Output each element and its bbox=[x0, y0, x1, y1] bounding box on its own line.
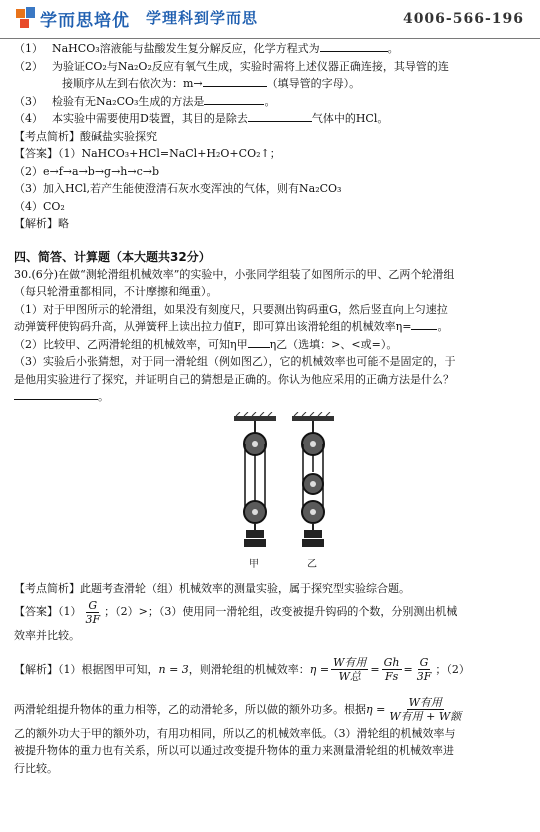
kaodian-label: 【考点简析】此题考查滑轮（组）机械效率的测量实验，属于探究型实验综合题。 bbox=[14, 581, 410, 595]
question-text: （1）对于甲图所示的轮滑组，如果没有刻度尺，只要测出钩码重G，然后竖直向上匀速拉 bbox=[14, 302, 448, 316]
question-text: NaHCO₃溶液能与盐酸发生复分解反应，化学方程式为 。 bbox=[52, 42, 399, 55]
analysis-line: 行比较。 bbox=[14, 761, 58, 775]
answer-line: 【答案】（1） $\frac{G}{3F}$ ；（2）>；（3）使用同一滑轮组，改变被提升钩码的个数，分别测出机械 bbox=[14, 598, 458, 626]
section-title: 四、简答、计算题（本大题共32分） bbox=[14, 249, 211, 264]
analysis-line: 【解析】（1）根据图甲可知，n = 3，则滑轮组的机械效率：η = $\frac{\text{W有用}}{\text{W总}}$ = $\frac{Gh}{Fs}$ = $\frac{G}{3F}$ ；（2） bbox=[14, 656, 470, 683]
analysis-line: 【解析】略 bbox=[14, 217, 69, 230]
answer-line: （2）e→f→a→b→g→h→c→b bbox=[14, 164, 160, 178]
question-text: （3）实验后小张猜想，对于同一滑轮组（例如图乙），它的机械效率也可能不是固定的，于 bbox=[14, 355, 456, 368]
efficiency-fraction: $\frac{G}{3F}$ bbox=[416, 656, 432, 683]
efficiency-fraction: $\frac{\text{W有用}}{\text{W有用 + W额}}$ bbox=[389, 696, 462, 723]
analysis-line: 乙的额外功大于甲的额外功，有用功相同，所以乙的机械效率低。（3）滑轮组的机械效率与 bbox=[14, 726, 456, 740]
question-line: （1） NaHCO₃溶液能与盐酸发生复分解反应，化学方程式为 。 bbox=[14, 40, 530, 58]
answer-line: （3）加入HCl,若产生能使澄清石灰水变浑浊的气体，则有Na₂CO₃ bbox=[14, 182, 342, 195]
kaodian-label: 【考点简析】酸碱盐实验探究 bbox=[14, 129, 157, 143]
hotline-number: 4006-566-196 bbox=[402, 11, 524, 27]
question-text: 是他用实验进行了探究，并证明自己的猜想是正确的。你认为他应采用的正确方法是什么？ bbox=[14, 372, 454, 386]
brand-slogan: 学理科到学而思 bbox=[146, 9, 259, 27]
answer-line: 【答案】（1）NaHCO₃+HCl=NaCl+H₂O+CO₂↑； bbox=[14, 147, 281, 160]
answer-line: 效率并比较。 bbox=[14, 629, 80, 642]
efficiency-fraction: $\frac{\text{W有用}}{\text{W总}}$ bbox=[333, 656, 367, 683]
question-line: （2） 为验证CO₂与Na₂O₂反应有氧气生成，实验时需将上述仪器正确连接，其导管的连 bbox=[14, 58, 530, 76]
figure-label-yi: 乙 bbox=[307, 558, 317, 570]
question-text: 检验有无Na₂CO₃生成的方法是 。 bbox=[52, 94, 276, 108]
question-text: 30.(6分)在做“测轮滑组机械效率”的实验中，小张同学组装了如图所示的甲、乙两个轮滑组 bbox=[14, 267, 455, 281]
page-header bbox=[0, 0, 540, 39]
question-text: 本实验中需要使用D装置，其目的是除去 气体中的HCl。 bbox=[52, 112, 389, 125]
answer-fraction: $\frac{G}{3F}$ bbox=[85, 598, 101, 626]
analysis-line: 两滑轮组提升物体的重力相等，乙的动滑轮多，所以做的额外功多。根据η = $\frac{\text{W有用}}{\text{W有用 + W额}}$ bbox=[14, 696, 462, 723]
question-line: （4） 本实验中需要使用D装置，其目的是除去 气体中的HCl。 bbox=[14, 110, 530, 128]
document-body bbox=[14, 40, 530, 777]
figure-label-jia: 甲 bbox=[249, 558, 259, 570]
pulley-figure bbox=[230, 412, 340, 572]
question-text: （2）比较甲、乙两滑轮组的机械效率，可知η甲 η乙（选填：>、<或=）。 bbox=[14, 337, 398, 351]
question-line: （3） 检验有无Na₂CO₃生成的方法是 。 bbox=[14, 93, 530, 111]
pulley-diagram-icon bbox=[230, 412, 340, 572]
brand-logo-icon bbox=[16, 7, 36, 29]
question-text: 为验证CO₂与Na₂O₂反应有氧气生成，实验时需将上述仪器正确连接，其导管的连 bbox=[52, 59, 449, 73]
question-text: 动弹簧秤使钩码升高，从弹簧秤上读出拉力值F，即可算出该滑轮组的机械效率η= 。 bbox=[14, 320, 449, 333]
answer-blank-line: 。 bbox=[14, 388, 530, 406]
answer-line: （4）CO₂ bbox=[14, 199, 65, 213]
question-line: 接顺序从左到右依次为：m→ （填导管的字母）。 bbox=[62, 77, 361, 90]
analysis-line: 被提升物体的重力也有关系，所以可以通过改变提升物体的重力来测量滑轮组的机械效率进 bbox=[14, 744, 454, 757]
brand-name: 学而思培优 bbox=[40, 11, 130, 31]
question-text: （每只轮滑重都相同，不计摩擦和绳重）。 bbox=[14, 285, 218, 298]
efficiency-fraction: $\frac{Gh}{Fs}$ bbox=[383, 656, 400, 683]
